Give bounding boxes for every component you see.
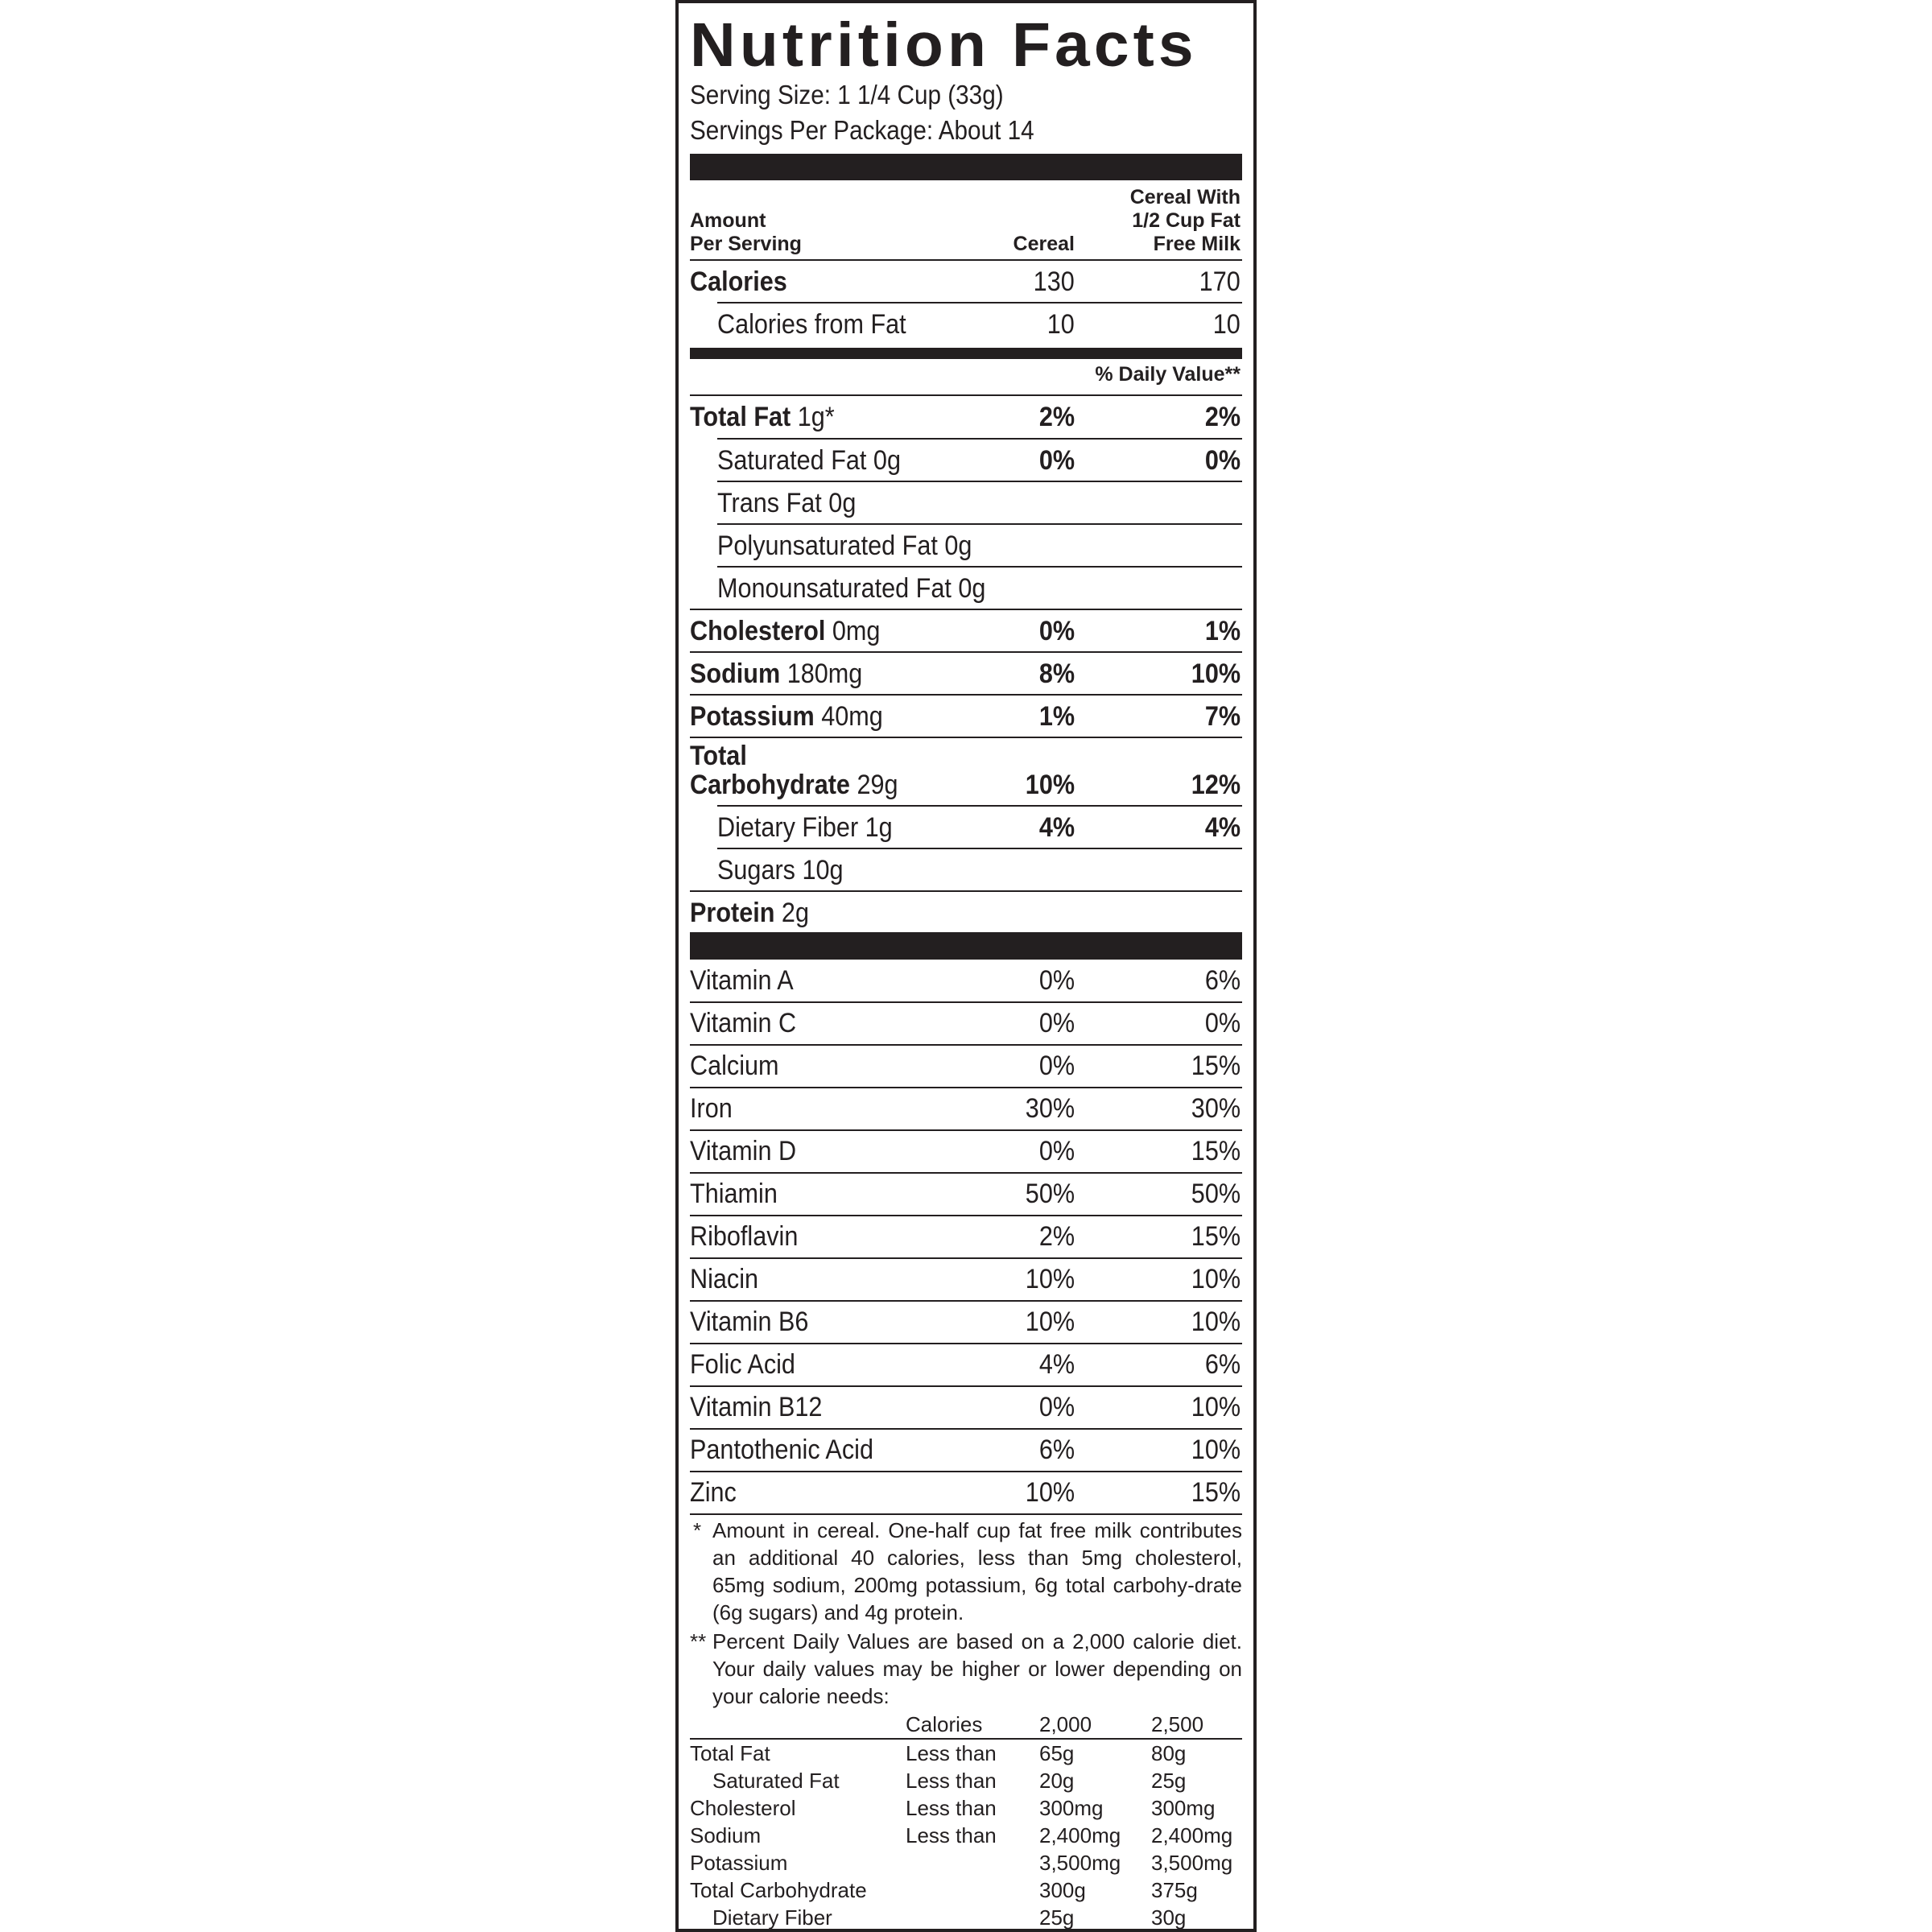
nutrient-dv-with-milk: 7%	[1204, 701, 1241, 732]
calories-label-text: Calories	[690, 266, 787, 297]
nutrient-dv-with-milk: 4%	[1204, 812, 1241, 843]
nutrient-row-polyunsaturated-fat	[690, 525, 1242, 568]
nutrient-row-monounsaturated-fat	[690, 568, 1242, 610]
daily-values-header-row	[690, 1711, 1242, 1738]
vitamin-dv-with-milk: 15%	[1191, 1221, 1241, 1252]
vitamin-dv-with-milk: 0%	[1204, 1008, 1241, 1038]
daily-values-rows	[690, 1740, 1242, 1931]
vitamin-dv-cereal: 2%	[1038, 1221, 1075, 1252]
vitamin-row	[690, 1045, 1242, 1088]
vitamin-dv-with-milk: 6%	[1204, 965, 1241, 996]
nutrient-dv-cereal: 0%	[1038, 616, 1075, 646]
calories-from-fat-cereal: 10	[1046, 309, 1075, 340]
dv-nutrient: Total Carbohydrate	[690, 1878, 867, 1902]
vitamin-dv-cereal: 10%	[1025, 1264, 1075, 1294]
vitamin-name: Zinc	[690, 1477, 737, 1508]
header-calories: Calories	[906, 1712, 983, 1736]
dv-2000: 300mg	[1039, 1796, 1104, 1820]
dv-nutrient: Dietary Fiber	[712, 1905, 832, 1930]
vitamin-row	[690, 1088, 1242, 1130]
vitamin-dv-with-milk: 15%	[1191, 1477, 1241, 1508]
nutrient-dv-cereal: 2%	[1038, 402, 1075, 432]
dv-qualifier: Less than	[906, 1796, 997, 1820]
amount-label: Amount	[690, 209, 766, 232]
vitamin-row	[690, 960, 1242, 1002]
vitamin-dv-with-milk: 10%	[1191, 1392, 1241, 1422]
nutrient-row-dietary-fiber	[690, 807, 1242, 849]
dv-qualifier: Less than	[906, 1741, 997, 1765]
vitamin-dv-cereal: 10%	[1025, 1477, 1075, 1508]
dv-2500: 2,400mg	[1151, 1823, 1233, 1847]
vitamin-dv-cereal: 0%	[1038, 1051, 1075, 1081]
cereal-with-milk-column-header	[1130, 186, 1241, 256]
dv-2000: 300g	[1039, 1878, 1086, 1902]
footnote-milk-contribution	[690, 1517, 1242, 1626]
nutrient-name: Total Fat 1g*	[690, 402, 835, 432]
nutrient-row-sugars	[690, 849, 1242, 892]
nutrient-name: Protein 2g	[690, 898, 809, 928]
daily-values-row	[690, 1794, 1242, 1822]
dv-2500: 375g	[1151, 1878, 1198, 1902]
nutrient-name: Dietary Fiber 1g	[717, 812, 893, 843]
nutrient-name-line1: Total	[690, 741, 747, 771]
vitamin-name: Calcium	[690, 1051, 779, 1081]
nutrient-dv-cereal: 4%	[1038, 812, 1075, 843]
vitamin-dv-cereal: 4%	[1038, 1349, 1075, 1380]
nutrient-dv-cereal: 10%	[1025, 770, 1075, 800]
dv-nutrient: Sodium	[690, 1823, 762, 1847]
vitamin-dv-with-milk: 50%	[1191, 1179, 1241, 1209]
nutrient-row-saturated-fat	[690, 440, 1242, 482]
per-serving-text: Per Serving	[690, 233, 802, 255]
calories-row	[690, 261, 1242, 303]
calories-from-fat-with-milk: 10	[1212, 309, 1241, 340]
daily-values-row	[690, 1904, 1242, 1931]
nutrient-name: Saturated Fat 0g	[717, 445, 901, 476]
servings-per-package: Servings Per Package: About 14	[690, 115, 1034, 145]
col2-line2: 1/2 Cup Fat	[1132, 209, 1241, 232]
vitamin-dv-cereal: 0%	[1038, 1136, 1075, 1166]
dv-nutrient: Cholesterol	[690, 1796, 796, 1820]
vitamin-dv-with-milk: 10%	[1191, 1307, 1241, 1337]
vitamin-dv-with-milk: 30%	[1191, 1093, 1241, 1124]
calories-label	[690, 268, 787, 295]
vitamin-name: Niacin	[690, 1264, 759, 1294]
footnote-marker: **	[690, 1629, 707, 1653]
dv-2500: 25g	[1151, 1769, 1187, 1793]
daily-values-row	[690, 1849, 1242, 1876]
header-2000: 2,000	[1039, 1712, 1092, 1736]
nutrient-row-total-carbohydrate	[690, 738, 1242, 807]
nutrient-dv-with-milk: 10%	[1191, 658, 1241, 689]
nutrient-name: Cholesterol 0mg	[690, 616, 881, 646]
vitamin-row	[690, 1258, 1242, 1301]
vitamin-row	[690, 1173, 1242, 1216]
vitamin-name: Thiamin	[690, 1179, 778, 1209]
vitamin-row	[690, 1386, 1242, 1429]
vitamin-dv-cereal: 0%	[1038, 965, 1075, 996]
cereal-column-header: Cereal	[1013, 233, 1075, 255]
calories-from-fat-row	[690, 303, 1242, 346]
header-2500: 2,500	[1151, 1712, 1204, 1736]
vitamin-name: Iron	[690, 1093, 733, 1124]
nutrient-name: Polyunsaturated Fat 0g	[717, 530, 972, 561]
dv-qualifier: Less than	[906, 1823, 997, 1847]
vitamin-row	[690, 1002, 1242, 1045]
footnote-text: Percent Daily Values are based on a 2,000 calorie diet. Your daily values may be higher or lower depending on your calorie needs:	[712, 1629, 1242, 1708]
daily-values-row	[690, 1740, 1242, 1767]
calories-with-milk: 170	[1199, 266, 1241, 297]
vitamin-name: Vitamin C	[690, 1008, 797, 1038]
vitamin-dv-with-milk: 15%	[1191, 1136, 1241, 1166]
vitamin-dv-cereal: 0%	[1038, 1008, 1075, 1038]
vitamin-row	[690, 1216, 1242, 1258]
nutrient-dv-with-milk: 2%	[1204, 402, 1241, 432]
thick-divider-bar	[690, 154, 1242, 180]
medium-divider-bar	[690, 348, 1242, 359]
vitamin-name: Pantothenic Acid	[690, 1435, 873, 1465]
nutrient-dv-with-milk: 12%	[1191, 770, 1241, 800]
nutrient-dv-cereal: 0%	[1038, 445, 1075, 476]
nutrient-dv-cereal: 1%	[1038, 701, 1075, 732]
thick-divider-bar	[690, 932, 1242, 960]
row-divider	[690, 1513, 1242, 1515]
footnote-daily-values	[690, 1628, 1242, 1710]
dv-2000: 65g	[1039, 1741, 1075, 1765]
nutrient-name: Sodium 180mg	[690, 658, 863, 689]
vitamin-dv-cereal: 10%	[1025, 1307, 1075, 1337]
nutrition-facts-label	[675, 0, 1257, 1932]
nutrient-name: Potassium 40mg	[690, 701, 883, 732]
footnote-marker: *	[693, 1518, 702, 1542]
nutrient-name: Trans Fat 0g	[717, 488, 857, 518]
vitamin-row	[690, 1301, 1242, 1344]
vitamin-name: Vitamin B12	[690, 1392, 823, 1422]
vitamin-row	[690, 1472, 1242, 1514]
vitamin-row	[690, 1344, 1242, 1386]
dv-nutrient: Total Fat	[690, 1741, 770, 1765]
nutrient-row-trans-fat	[690, 482, 1242, 525]
vitamin-dv-cereal: 50%	[1025, 1179, 1075, 1209]
amount-per-serving-header	[690, 209, 802, 256]
calories-cereal: 130	[1033, 266, 1075, 297]
serving-size: Serving Size: 1 1/4 Cup (33g)	[690, 80, 1004, 109]
vitamin-name: Folic Acid	[690, 1349, 795, 1380]
vitamin-name: Vitamin D	[690, 1136, 797, 1166]
nutrient-row-cholesterol	[690, 610, 1242, 653]
dv-qualifier: Less than	[906, 1769, 997, 1793]
dv-2500: 80g	[1151, 1741, 1187, 1765]
vitamin-dv-cereal: 0%	[1038, 1392, 1075, 1422]
daily-values-row	[690, 1876, 1242, 1904]
nutrient-name: Sugars 10g	[717, 855, 844, 886]
vitamin-dv-with-milk: 15%	[1191, 1051, 1241, 1081]
nutrient-row-total-fat	[690, 396, 1242, 439]
dv-2000: 25g	[1039, 1905, 1075, 1930]
vitamin-row	[690, 1130, 1242, 1173]
label-title: Nutrition Facts	[690, 10, 1198, 80]
vitamin-dv-with-milk: 10%	[1191, 1435, 1241, 1465]
nutrient-name: Monounsaturated Fat 0g	[717, 573, 986, 604]
vitamin-name: Vitamin B6	[690, 1307, 809, 1337]
daily-values-row	[690, 1822, 1242, 1849]
dv-nutrient: Saturated Fat	[712, 1769, 840, 1793]
nutrient-dv-cereal: 8%	[1038, 658, 1075, 689]
nutrient-name: Carbohydrate 29g	[690, 770, 898, 800]
daily-values-table	[690, 1711, 1242, 1931]
nutrient-row-sodium	[690, 653, 1242, 696]
col2-line3: Free Milk	[1153, 233, 1241, 255]
dv-2500: 300mg	[1151, 1796, 1216, 1820]
nutrient-dv-with-milk: 1%	[1204, 616, 1241, 646]
nutrient-row-potassium	[690, 696, 1242, 738]
per-serving-label	[690, 233, 802, 256]
daily-values-row	[690, 1767, 1242, 1794]
footnote-text: Amount in cereal. One-half cup fat free milk contributes an additional 40 calories, less than 5mg cholesterol, 65mg sodium, 200mg potassium, 6g total carbohy-drate (6g sugars) and 4g protein.	[712, 1518, 1242, 1624]
vitamin-dv-with-milk: 10%	[1191, 1264, 1241, 1294]
dv-2000: 2,400mg	[1039, 1823, 1121, 1847]
dv-2000: 20g	[1039, 1769, 1075, 1793]
vitamin-name: Vitamin A	[690, 965, 794, 996]
vitamin-dv-cereal: 30%	[1025, 1093, 1075, 1124]
nutrient-row-protein	[690, 892, 1242, 935]
vitamin-row	[690, 1429, 1242, 1472]
dv-2000: 3,500mg	[1039, 1851, 1121, 1875]
vitamin-dv-with-milk: 6%	[1204, 1349, 1241, 1380]
col2-line1: Cereal With	[1129, 186, 1241, 208]
dv-2500: 30g	[1151, 1905, 1187, 1930]
nutrient-dv-with-milk: 0%	[1204, 445, 1241, 476]
dv-2500: 3,500mg	[1151, 1851, 1233, 1875]
vitamin-name: Riboflavin	[690, 1221, 799, 1252]
calories-from-fat-label: Calories from Fat	[717, 309, 906, 340]
daily-value-header: % Daily Value**	[1095, 363, 1241, 386]
vitamin-dv-cereal: 6%	[1038, 1435, 1075, 1465]
dv-nutrient: Potassium	[690, 1851, 788, 1875]
